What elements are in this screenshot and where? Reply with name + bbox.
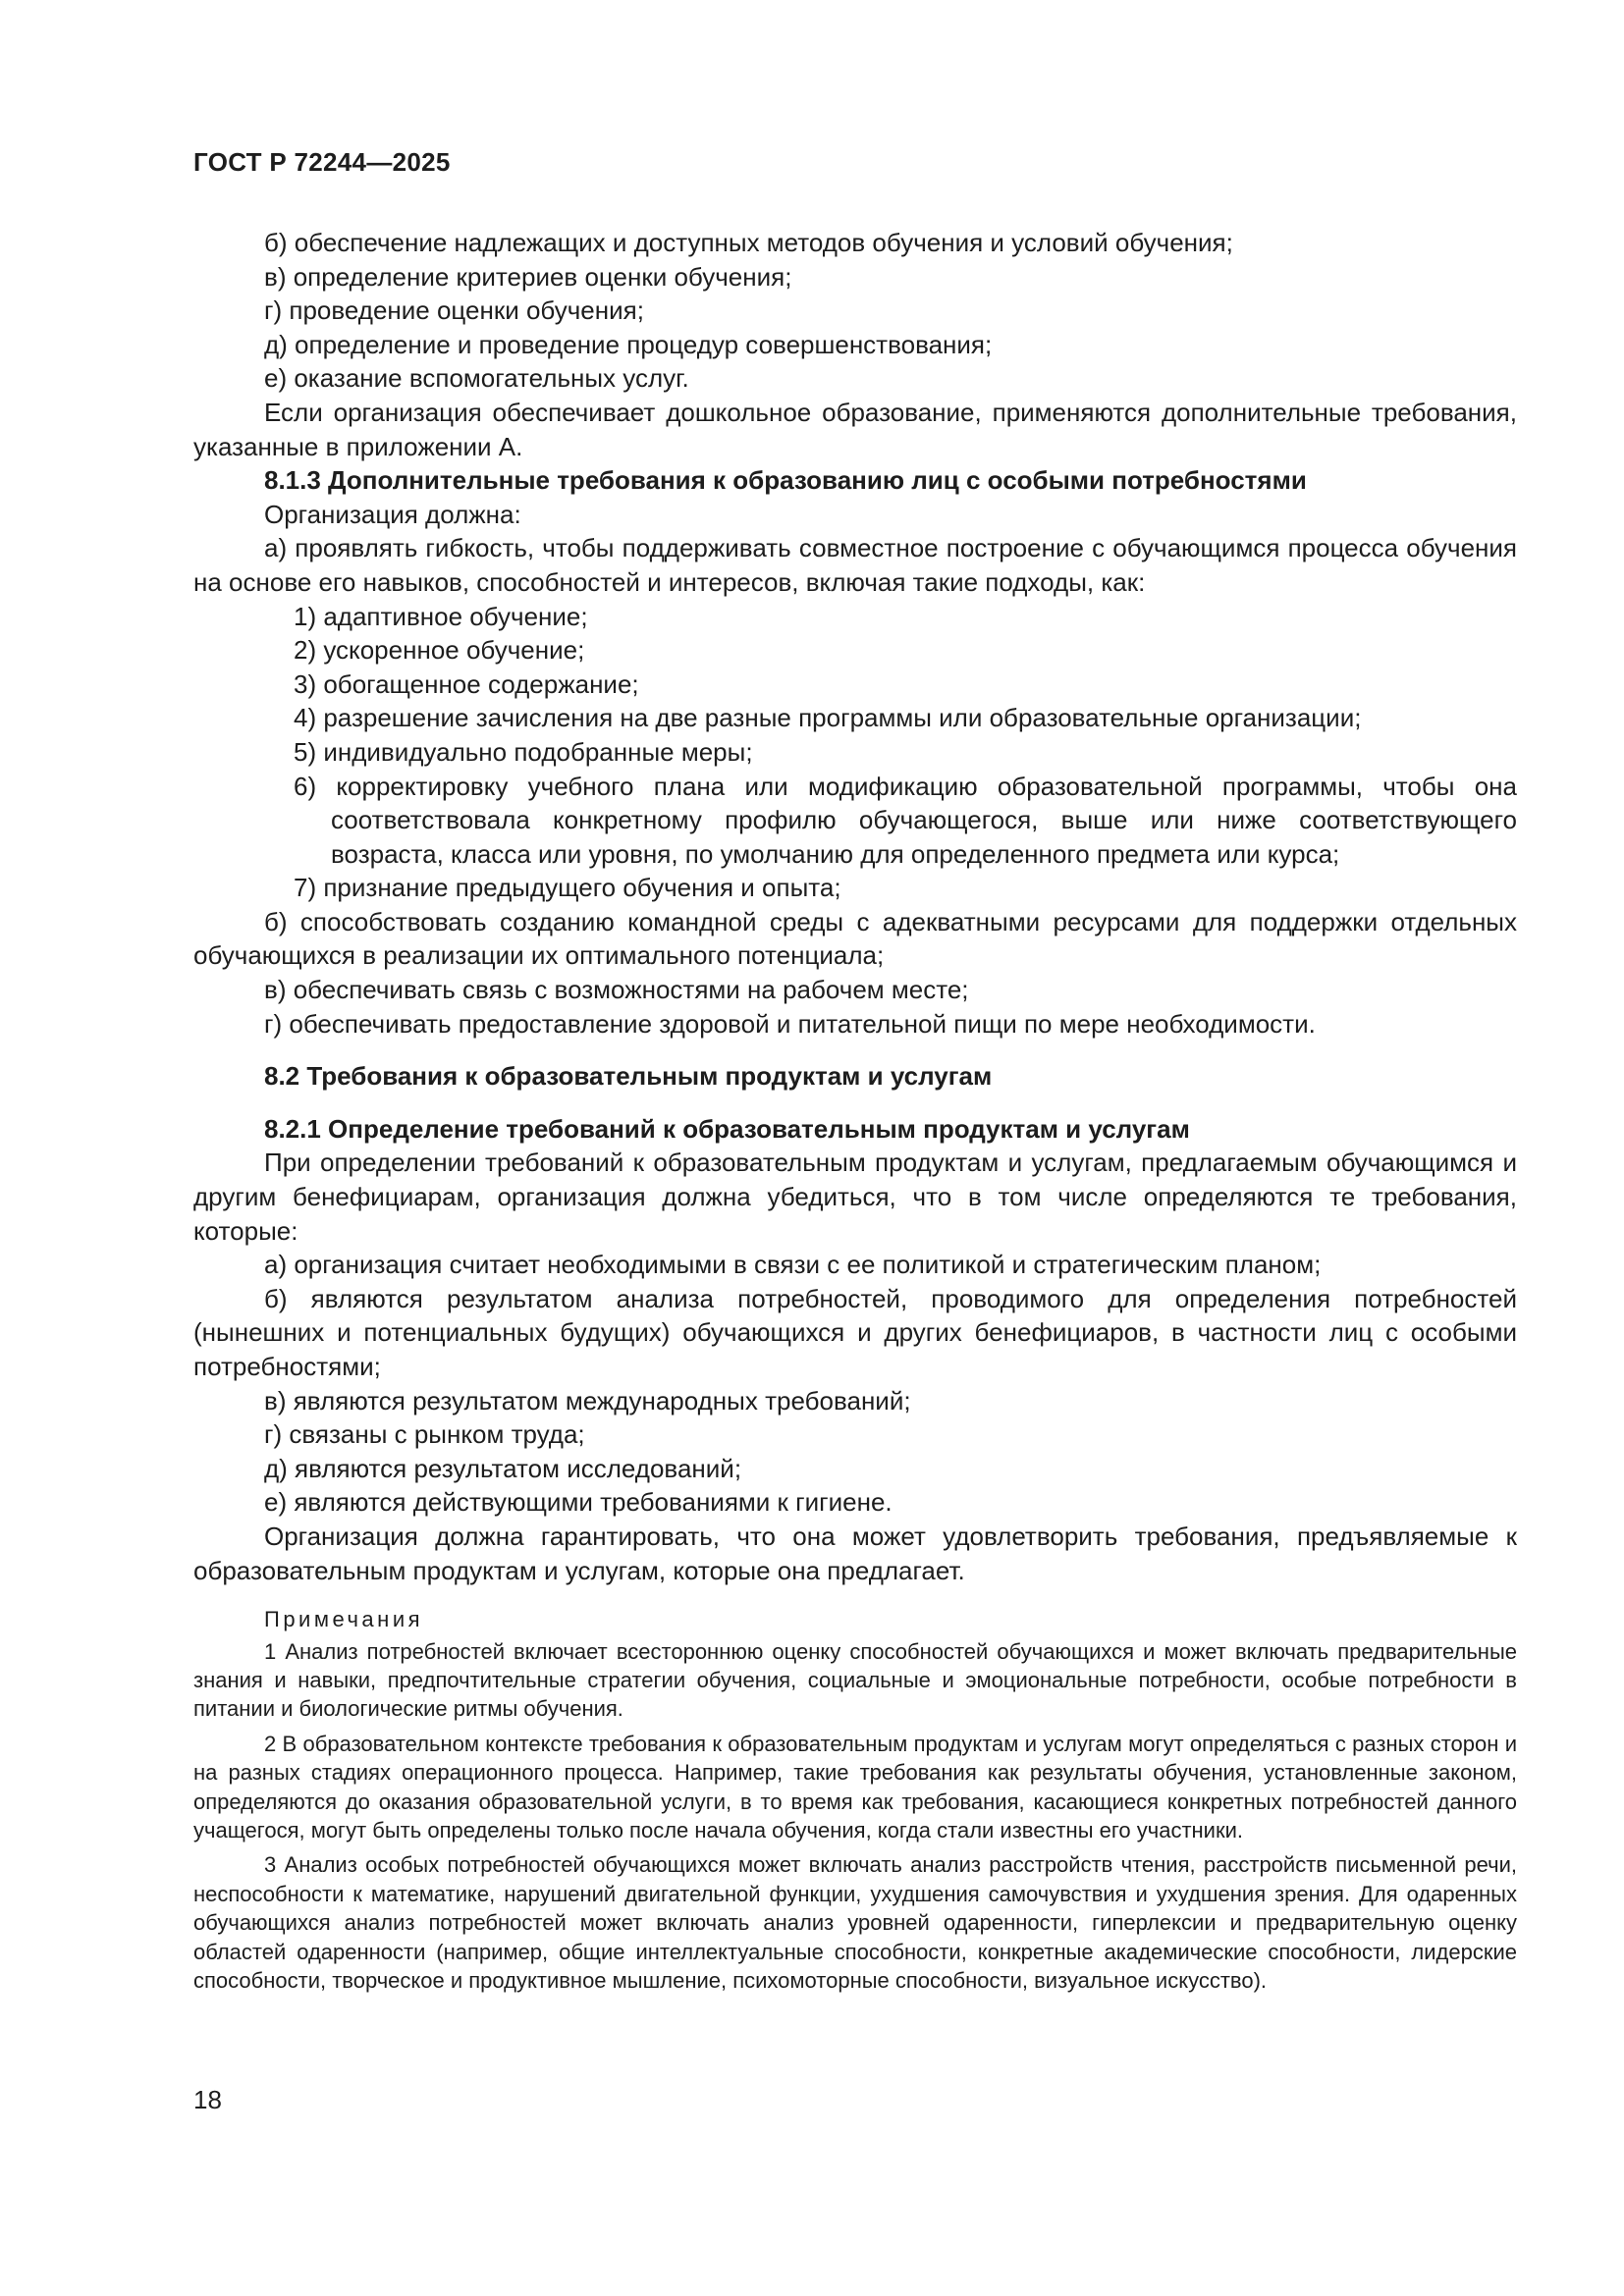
page-number: 18 [193,2085,222,2114]
numbered-item: 5) индивидуально подобранные меры; [294,736,753,767]
section-heading-8-1-3: 8.1.3 Дополнительные требования к образованию лиц с особыми потребностями [264,465,1307,496]
note-item: 1 Анализ потребностей включает всестороннюю оценку способностей обучающихся и может включать предварительные знания и навыки, предпочтительные стратегии обучения, социальные и эмоциональные потребности, особые потребности в питании и биологические ритмы обучения. [193,1638,1517,1722]
numbered-item: 7) признание предыдущего обучения и опыта; [294,873,841,903]
list-item: г) проведение оценки обучения; [264,295,644,326]
note-item: 2 В образовательном контексте требования к образовательным продуктам и услугам могут определяться с разных сторон и на разных стадиях операционного процесса. Например, такие требования как результаты обучения, установленные законом, определяются до оказания образовательной услуги, в то время как требования, касающиеся конкретных потребностей данного учащегося, могут быть определены только после начала обучения, когда стали известны его участники. [193,1731,1517,1842]
list-item: д) являются результатом исследований; [264,1453,742,1483]
section-heading-8-2-1: 8.2.1 Определение требований к образовательным продуктам и услугам [264,1113,1190,1144]
numbered-item: 6) корректировку учебного плана или модификацию образовательной программы, чтобы она соответствовала конкретному профилю обучающегося, выше или ниже соответствующего возраста, класса или уровня, по умолчанию для определенного предмета или курса; [294,771,1517,869]
list-item: в) определение критериев оценки обучения; [264,261,792,292]
list-item: е) являются действующими требованиями к гигиене. [264,1487,893,1518]
list-item: а) организация считает необходимыми в связи с ее политикой и стратегическим планом; [264,1250,1322,1280]
note-item: 3 Анализ особых потребностей обучающихся может включать анализ расстройств чтения, расстройств письменной речи, неспособности к математике, нарушений двигательной функции, ухудшения самочувствия и ухудшения зрения. Для одаренных обучающихся анализ потребностей может включать анализ уровней одаренности, гиперлексии и предварительную оценку областей одаренности (например, общие интеллектуальные способности, конкретные академические способности, лидерские способности, творческое и продуктивное мышление, психомоторные способности, визуальное искусство). [193,1852,1517,1994]
list-item: б) способствовать созданию командной среды с адекватными ресурсами для поддержки отдельных обучающихся в реализации их оптимального потенциала; [193,906,1517,971]
notes-block [193,1605,1517,1995]
document-code-header: ГОСТ Р 72244—2025 [193,147,451,177]
paragraph-intro: При определении требований к образовательным продуктам и услугам, предлагаемым обучающимся и другим бенефициарам, организация должна убедиться, что в том числе определяются те требования, которые: [193,1148,1517,1246]
list-item: в) обеспечивать связь с возможностями на рабочем месте; [264,975,969,1005]
paragraph-closing: Организация должна гарантировать, что она может удовлетворить требования, предъявляемые к образовательным продуктам и услугам, которые она предлагает. [193,1521,1517,1585]
numbered-item: 4) разрешение зачисления на две разные программы или образовательные организации; [294,703,1362,733]
list-item: б) являются результатом анализа потребностей, проводимого для определения потребностей (нынешних и потенциальных будущих) обучающихся и других бенефициаров, в частности лиц с особыми потребностями; [193,1283,1517,1381]
list-item: а) проявлять гибкость, чтобы поддерживать совместное построение с обучающимся процесса обучения на основе его навыков, способностей и интересов, включая такие подходы, как: [193,533,1517,597]
paragraph-intro: Организация должна: [264,499,521,529]
numbered-item: 2) ускоренное обучение; [294,635,585,666]
paragraph-preschool: Если организация обеспечивает дошкольное образование, применяются дополнительные требования, указанные в приложении А. [193,397,1517,461]
document-body [193,226,1517,2001]
numbered-item: 1) адаптивное обучение; [294,601,588,631]
list-item: е) оказание вспомогательных услуг. [264,363,689,394]
section-heading-8-2: 8.2 Требования к образовательным продуктам и услугам [264,1061,993,1092]
list-item: в) являются результатом международных требований; [264,1385,911,1415]
list-item: г) связаны с рынком труда; [264,1419,585,1450]
list-item: г) обеспечивать предоставление здоровой и питательной пищи по мере необходимости. [264,1008,1316,1039]
list-item: б) обеспечение надлежащих и доступных методов обучения и условий обучения; [264,228,1233,257]
list-item: д) определение и проведение процедур совершенствования; [264,329,993,359]
notes-heading: Примечания [264,1607,424,1632]
numbered-item: 3) обогащенное содержание; [294,668,639,699]
